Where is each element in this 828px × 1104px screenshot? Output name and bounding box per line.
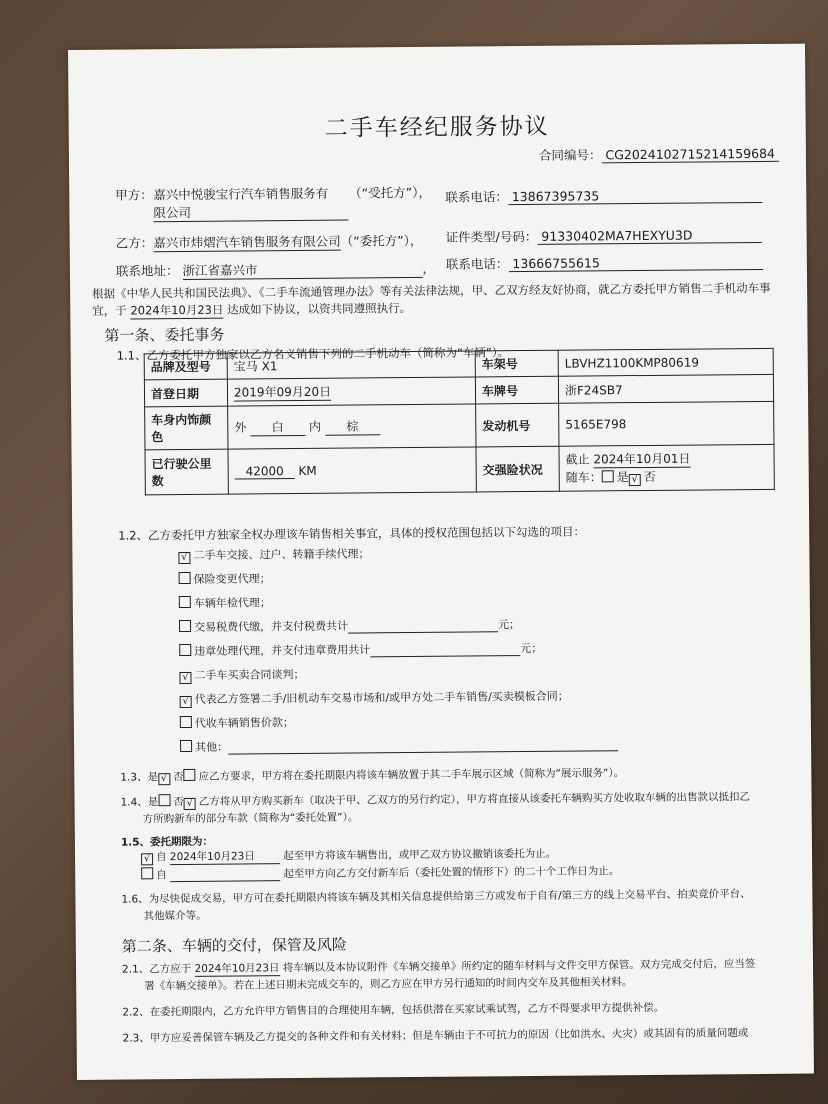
vin-label: 车架号 [475,350,558,377]
clause-2-2: 2.2、在委托期限内，乙方允许甲方销售目的合理使用车辆，包括供潜在买家试乘试驾，乙方不得要求甲方提供补偿。 [122,1001,665,1019]
party-b-phone-value: 13666755615 [508,254,762,272]
party-b-id-value: 91330402MA7HEXYU3D [537,227,761,245]
option-label: 代收车辆销售价款； [194,716,294,730]
party-b-address-value: 浙江省嘉兴市 [182,259,422,280]
engine-label: 发动机号 [476,403,559,447]
party-a-phone-label: 联系电话： [445,189,508,205]
option-label: 二手车交接、过户、转籍手续代理； [193,547,370,562]
option-item [180,714,294,731]
preamble-line2-end: 达成如下协议，以资共同遵照执行。 [227,301,412,317]
term-option-1-text: 起至甲方将该车辆售出，或甲乙双方协议撤销该委托为止。 [283,847,557,863]
term-start-date: 2024年10月23日 [170,848,280,865]
party-a-phone [445,185,762,206]
tax-amount-blank[interactable] [348,618,498,633]
color-label: 车身内饰颜色 [145,406,228,450]
reg-date-cell [227,377,475,406]
option-checkbox[interactable] [180,716,192,728]
option-label: 其他： [195,740,229,754]
option-checkbox[interactable] [180,740,192,752]
brand-label: 品牌及型号 [144,353,227,380]
party-b-phone-label: 联系电话： [445,256,509,272]
term-option-1-prefix: 自 [155,851,167,864]
brand-value: 宝马 X1 [227,351,475,379]
no-label: 否 [643,469,656,484]
insurance-with-car [566,467,768,487]
c13-text: 应乙方要求，甲方将在委托期限内将该车辆放置于其二手车展示区域（简称为“展示服务”）。 [198,767,625,783]
c13-yes-label: 1.3、是 [120,771,159,784]
insurance-until-prefix: 截止 [565,452,590,467]
party-a-label: 甲方： [115,187,153,203]
reg-date-label: 首登日期 [144,379,227,407]
section1-heading: 第一条、委托事务 [104,325,225,345]
c14-yes-label: 1.4、是 [120,796,159,809]
party-a-phone-value: 13867395735 [508,187,762,205]
party-b-phone [446,252,763,273]
term-option-2-blank[interactable] [170,868,280,882]
option-suffix: 元； [497,618,521,632]
contract-number-label: 合同编号： [538,147,602,163]
clause-1-6-line1: 1.6、为尽快促成交易，甲方可在委托期限内将该车辆及其相关信息提供给第三方或发布于自有/第三方的线上交易平台、拍卖竞价平台、 [121,888,751,906]
c14-text: 乙方将从甲方购买新车（取决于甲、乙双方的另行约定），甲方将直接从该委托车辆购买方处收取车辆的出售款以抵扣乙 [198,791,751,808]
option-label: 车辆年检代理； [193,596,271,610]
party-b-role: （“委托方”）， [340,232,423,249]
term-option-2-checkbox[interactable] [141,867,153,879]
clause-1-4 [120,789,750,810]
insurance-cell [559,444,774,491]
option-label: 代表乙方签署二手/旧机动车交易市场和/或甲方处二手车销售/买卖模板合同； [194,689,569,706]
interior-color: 棕 [325,417,380,435]
option-suffix: 元； [520,641,543,656]
no-checkbox[interactable]: √ [629,474,641,486]
option-checkbox[interactable] [179,596,191,608]
option-checkbox[interactable]: √ [178,552,190,564]
contract-number [539,144,779,164]
exterior-prefix: 外 [234,420,247,435]
preamble-line2-start: 宜，于 [92,303,127,318]
term-option-2 [141,863,619,882]
term-option-2-prefix: 自 [156,869,167,882]
other-blank[interactable] [228,737,618,754]
violation-amount-blank[interactable] [370,642,520,657]
c13-no-label: 否 [172,771,184,784]
party-a-name-line1: 嘉兴中悦骏宝行汽车销售服务有 [153,185,329,203]
party-b-id [446,225,762,246]
party-b-id-label: 证件类型/号码： [445,228,538,245]
option-label: 二手车买卖合同谈判； [194,667,305,682]
c14-no-checkbox[interactable]: √ [184,798,196,810]
mileage-unit: KM [298,463,317,478]
c21-text: 将车辆以及本协议附件《车辆交接单》所约定的随车材料与文件交甲方保管。双方完成交付后，应当签 [282,958,756,975]
clause-1-2: 1.2、乙方委托甲方独家全权办理该车销售相关事宜，具体的授权范围包括以下勾选的项目： [118,524,586,543]
option-item [179,640,542,659]
option-item [180,735,618,755]
plate-label: 车牌号 [475,376,558,404]
c14-no-label: 否 [173,796,184,809]
party-b-address [116,259,435,281]
option-label: 交易税费代缴，并支付税费共计 [193,619,349,634]
term-option-1 [141,846,556,866]
clause-1-6-line2: 其他媒介等。 [143,909,207,923]
party-b-label: 乙方： [115,235,154,251]
option-label: 违章处理代理，并支付违章费用共计 [194,643,371,658]
c13-yes-checkbox[interactable]: √ [158,773,170,785]
preamble-line2 [92,300,411,320]
option-item [179,570,271,587]
term-option-1-checkbox[interactable]: √ [141,853,153,865]
insurance-until-date: 2024年10月01日 [593,451,691,467]
option-item [178,545,369,564]
option-item [179,616,520,635]
table-row [145,444,774,494]
option-checkbox[interactable] [179,620,191,632]
reg-date-value: 2019年09月20日 [233,384,332,400]
plate-value: 浙F24SB7 [558,374,773,403]
insurance-label: 交强险状况 [476,446,559,492]
option-checkbox[interactable]: √ [180,696,192,708]
option-item [179,594,271,611]
clause-2-1-line2: 署《车辆交接单》。若在上述日期未完成交车的，则乙方应在甲方另行通知的时间内交车及其他相关材料。 [144,976,633,993]
party-b-address-sep: ， [422,260,436,276]
party-a-name-line2: 限公司 [153,202,348,223]
party-b-address-label: 联系地址： [115,263,179,279]
clause-1-5-title: 1.5、委托期限为： [120,835,214,849]
agreement-date: 2024年10月23日 [130,302,224,318]
term-option-2-text: 起至甲方向乙方交付新车后（委托处置的情形下）的二十个工作日为止。 [283,865,620,881]
option-label: 保险变更代理； [193,572,271,586]
option-checkbox[interactable]: √ [179,672,191,684]
clause-2-3: 2.3、甲方应妥善保管车辆及乙方提交的各种文件和有关材料；但是车辆由于不可抗力的原因（比如洪水、火灾）或其固有的质量问题或 [122,1027,749,1045]
option-checkbox[interactable] [179,572,191,584]
document-title: 二手车经纪服务协议 [324,113,550,142]
contract-number-value: CG2024102715214159684 [601,146,779,164]
section2-heading: 第二条、车辆的交付，保管及风险 [121,935,347,956]
clause-1-4-line2: 方所购新车的部分车款（简称为“委托处置”）。 [142,811,359,826]
handover-date: 2024年10月23日 [194,962,280,975]
c14-yes-checkbox[interactable] [158,794,170,806]
party-b [116,231,423,253]
vehicle-table [144,348,775,495]
mileage-label: 已行驶公里数 [145,449,228,495]
yes-checkbox[interactable] [602,470,614,482]
party-b-name: 嘉兴市炜熠汽车销售服务有限公司 [153,233,341,251]
option-item [179,666,304,684]
clause-2-1-line1 [122,956,755,978]
mileage-value: 42000 [235,464,295,480]
clause-1-1: 1.1、乙方委托甲方独家以乙方名义销售下列的二手机动车（简称为“车辆”）。 [116,345,510,363]
insurance-until [566,449,768,469]
with-car-label: 随车： [565,470,602,485]
color-cell [228,404,476,449]
yes-label: 是 [616,470,629,485]
clause-1-3 [120,765,624,785]
c13-no-checkbox[interactable] [183,769,195,781]
option-checkbox[interactable] [179,644,191,656]
c21-start: 2.1、乙方应于 [121,962,192,976]
exterior-color: 白 [250,418,305,436]
contract-page [68,44,814,1080]
preamble-line1: 根据《中华人民共和国民法典》、《二手车流通管理办法》等有关法律法规，甲、乙双方经友好协商，就乙方委托甲方销售二手机动车事 [92,280,771,301]
option-item [180,688,569,708]
vin-value: LBVHZ1100KMP80619 [558,348,773,376]
table-row [145,401,774,449]
party-a-role: （“受托方”）， [349,184,432,201]
engine-value: 5165E798 [559,401,774,446]
interior-prefix: 内 [308,419,322,434]
mileage-cell [228,447,476,494]
